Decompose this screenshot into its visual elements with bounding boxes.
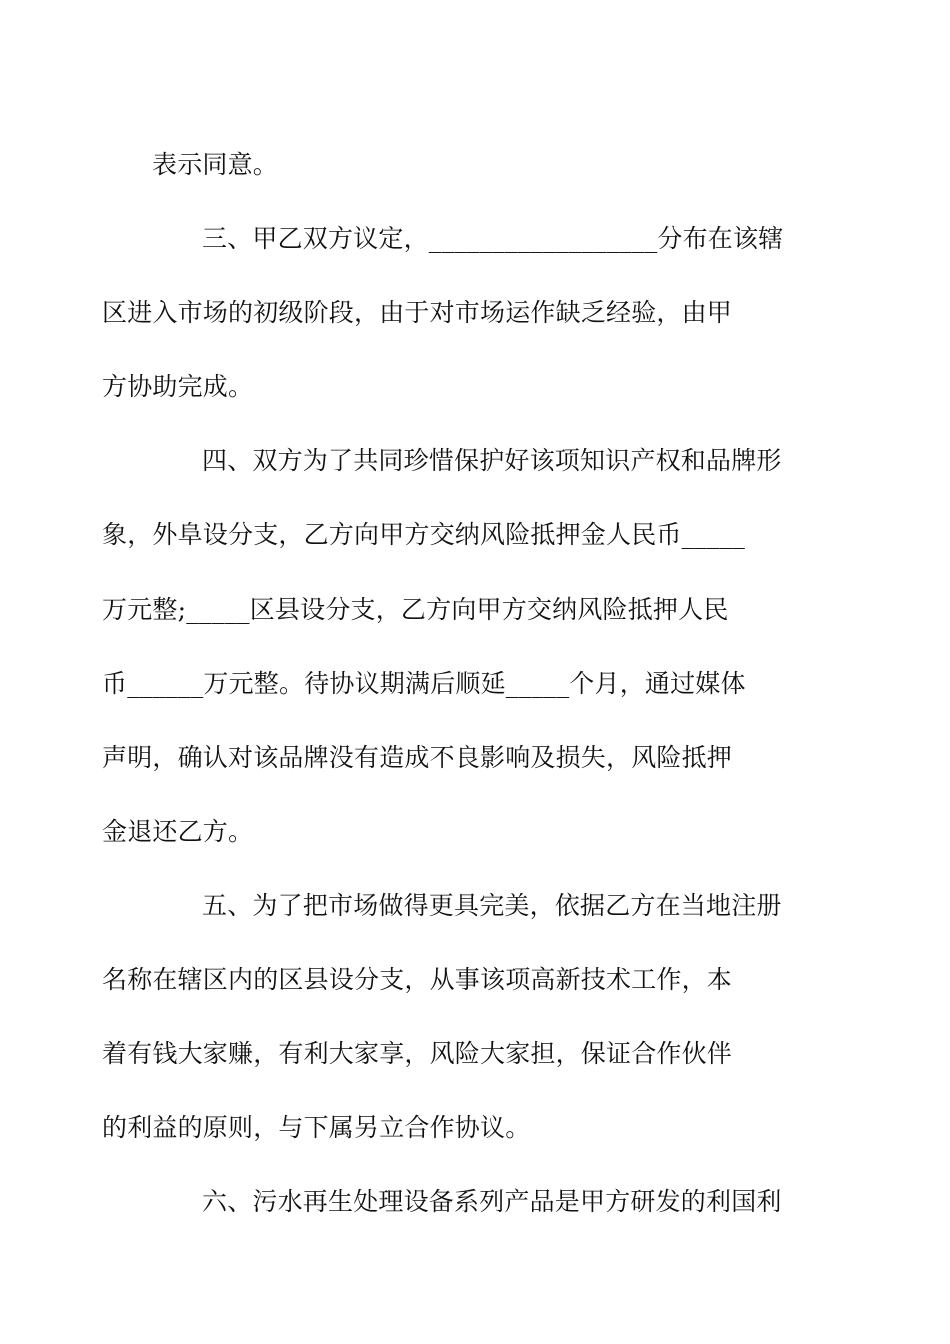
contract-text (102, 128, 812, 1239)
text-line: 象，外阜设分支，乙方向甲方交纳风险抵押金人民币_____ (102, 520, 746, 550)
text-line: 币______万元整。待协议期满后顺延_____个月，通过媒体 (102, 668, 746, 698)
paragraph-clause-five (102, 869, 812, 1165)
text-line: 金退还乙方。 (102, 816, 254, 846)
text-line: 三、甲乙双方议定，__________________分布在该辖 (202, 224, 784, 254)
text-line: 表示同意。 (152, 150, 279, 179)
text-line: 着有钱大家赚，有利大家享，风险大家担，保证合作伙伴 (102, 1039, 733, 1069)
text-line: 声明，确认对该品牌没有造成不良影响及损失，风险抵押 (102, 742, 733, 772)
paragraph-clause-three (102, 202, 812, 424)
text-line: 区进入市场的初级阶段，由于对市场运作缺乏经验，由甲 (102, 298, 733, 328)
text-line: 万元整;_____区县设分支，乙方向甲方交纳风险抵押人民 (102, 594, 729, 624)
text-line: 名称在辖区内的区县设分支，从事该项高新技术工作，本 (102, 965, 733, 995)
paragraph-continuation (152, 128, 812, 202)
text-line: 六、污水再生处理设备系列产品是甲方研发的利国利 (202, 1187, 782, 1217)
paragraph-clause-six (152, 1165, 812, 1239)
text-line: 四、双方为了共同珍惜保护好该项知识产权和品牌形 (202, 446, 782, 476)
paragraph-clause-four (102, 424, 812, 869)
text-line: 的利益的原则，与下属另立合作协议。 (102, 1113, 531, 1143)
text-line: 方协助完成。 (102, 372, 254, 402)
text-line: 五、为了把市场做得更具完美，依据乙方在当地注册 (202, 890, 782, 920)
